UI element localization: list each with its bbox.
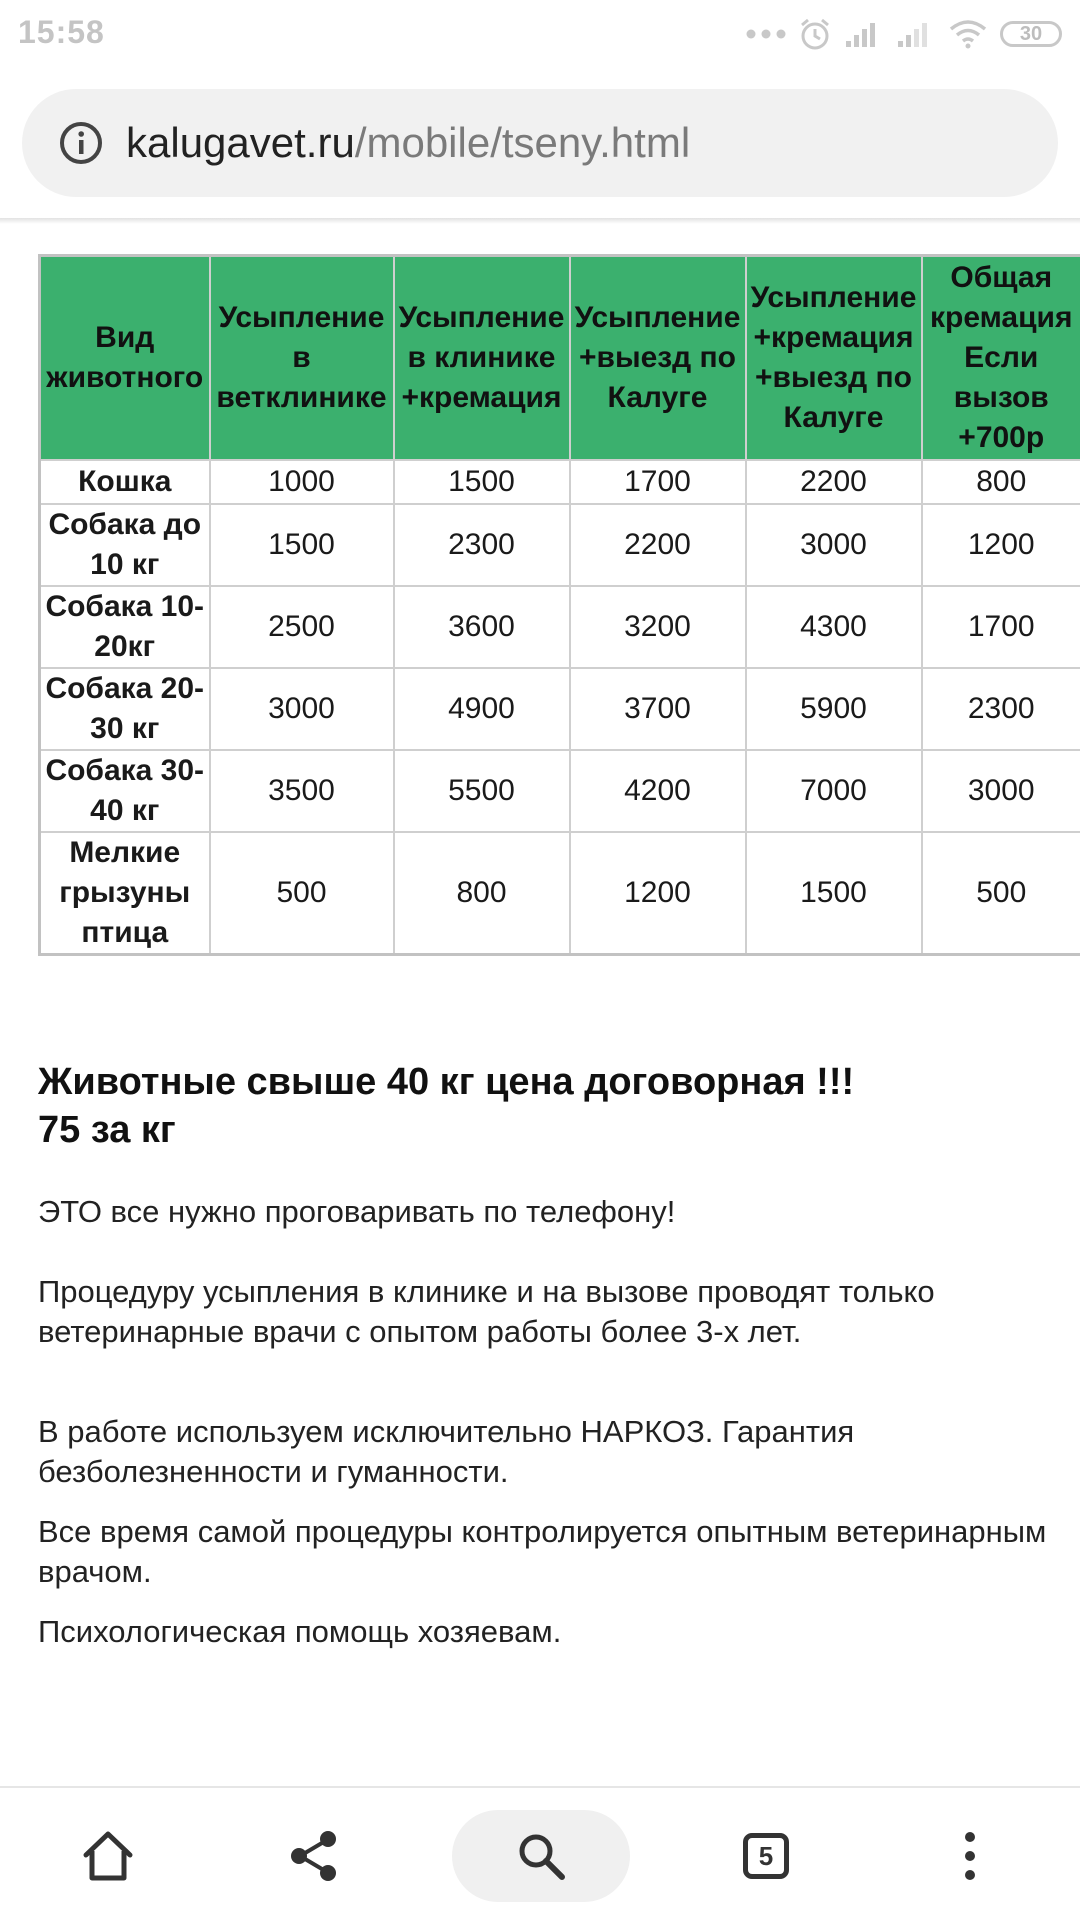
table-row <box>40 504 1080 586</box>
paragraph: Все время самой процедуры контролируется опытным ветеринарным врачом. <box>38 1512 1048 1592</box>
url-path: /mobile/tseny.html <box>355 119 690 166</box>
paragraph: В работе используем исключительно НАРКОЗ. Гарантия безболезненности и гуманности. <box>38 1412 1048 1492</box>
battery-icon: 30 <box>1000 21 1062 47</box>
animal-cell: Собака 20-30 кг <box>40 668 210 750</box>
price-cell: 800 <box>394 832 570 955</box>
price-cell: 500 <box>922 832 1080 955</box>
price-cell: 5900 <box>746 668 922 750</box>
home-icon <box>80 1829 136 1883</box>
tabs-button[interactable] <box>720 1810 812 1902</box>
price-cell: 3700 <box>570 668 746 750</box>
share-icon <box>287 1829 341 1883</box>
bottom-nav <box>0 1786 1080 1922</box>
table-header: Усыпление в клинике +кремация <box>394 256 570 461</box>
price-cell: 5500 <box>394 750 570 832</box>
animal-cell: Мелкие грызуны птица <box>40 832 210 955</box>
price-cell: 3000 <box>746 504 922 586</box>
price-cell: 3500 <box>210 750 394 832</box>
price-cell: 500 <box>210 832 394 955</box>
animal-cell: Собака до 10 кг <box>40 504 210 586</box>
price-cell: 1000 <box>210 460 394 504</box>
table-header: Общая кремация Если вызов +700р <box>922 256 1080 461</box>
search-button[interactable] <box>452 1810 630 1902</box>
page-content <box>0 224 1080 1786</box>
status-bar <box>0 0 1080 66</box>
share-button[interactable] <box>268 1810 360 1902</box>
table-header: Усыпление в ветклинике <box>210 256 394 461</box>
more-menu-button[interactable] <box>924 1810 1016 1902</box>
notification-dots-icon <box>746 29 786 39</box>
tabs-icon: 5 <box>743 1833 789 1879</box>
price-table <box>38 254 1080 956</box>
table-row <box>40 832 1080 955</box>
price-cell: 2200 <box>746 460 922 504</box>
wifi-icon <box>948 19 988 49</box>
table-row <box>40 586 1080 668</box>
search-icon <box>514 1829 568 1883</box>
paragraph: Процедуру усыпления в клинике и на вызове проводят только ветеринарные врачи с опытом работы более 3-х лет. <box>38 1272 1048 1352</box>
more-icon <box>960 1829 980 1883</box>
price-cell: 2500 <box>210 586 394 668</box>
info-icon[interactable] <box>58 120 104 166</box>
table-header: Вид животного <box>40 256 210 461</box>
price-cell: 800 <box>922 460 1080 504</box>
price-cell: 3000 <box>922 750 1080 832</box>
price-cell: 4900 <box>394 668 570 750</box>
price-cell: 1500 <box>746 832 922 955</box>
table-header: Усыпление +выезд по Калуге <box>570 256 746 461</box>
price-cell: 4200 <box>570 750 746 832</box>
signal-2-icon <box>896 19 936 49</box>
price-cell: 1700 <box>570 460 746 504</box>
address-bar <box>0 66 1080 220</box>
table-row <box>40 668 1080 750</box>
alarm-icon <box>798 17 832 51</box>
price-cell: 3600 <box>394 586 570 668</box>
url-domain: kalugavet.ru <box>126 119 355 166</box>
price-cell: 2300 <box>394 504 570 586</box>
price-cell: 2200 <box>570 504 746 586</box>
notice-line-1: Животные свыше 40 кг цена договорная !!! <box>38 1058 1038 1106</box>
animal-cell: Кошка <box>40 460 210 504</box>
table-header: Усыпление +кремация +выезд по Калуге <box>746 256 922 461</box>
url-field[interactable] <box>22 89 1058 197</box>
status-icons <box>746 16 1062 52</box>
status-time: 15:58 <box>18 14 105 51</box>
paragraph: ЭТО все нужно проговаривать по телефону! <box>38 1192 1048 1232</box>
paragraph: Психологическая помощь хозяевам. <box>38 1612 1048 1652</box>
price-cell: 1500 <box>394 460 570 504</box>
price-cell: 1500 <box>210 504 394 586</box>
price-cell: 7000 <box>746 750 922 832</box>
url-text <box>126 119 690 167</box>
price-cell: 1700 <box>922 586 1080 668</box>
price-cell: 4300 <box>746 586 922 668</box>
price-cell: 3000 <box>210 668 394 750</box>
price-cell: 2300 <box>922 668 1080 750</box>
signal-icon <box>844 19 884 49</box>
price-cell: 1200 <box>570 832 746 955</box>
home-button[interactable] <box>62 1810 154 1902</box>
notice-heading <box>38 1058 1038 1154</box>
animal-cell: Собака 30-40 кг <box>40 750 210 832</box>
price-cell: 1200 <box>922 504 1080 586</box>
table-row <box>40 460 1080 504</box>
price-cell: 3200 <box>570 586 746 668</box>
table-row <box>40 750 1080 832</box>
animal-cell: Собака 10-20кг <box>40 586 210 668</box>
notice-line-2: 75 за кг <box>38 1106 1038 1154</box>
